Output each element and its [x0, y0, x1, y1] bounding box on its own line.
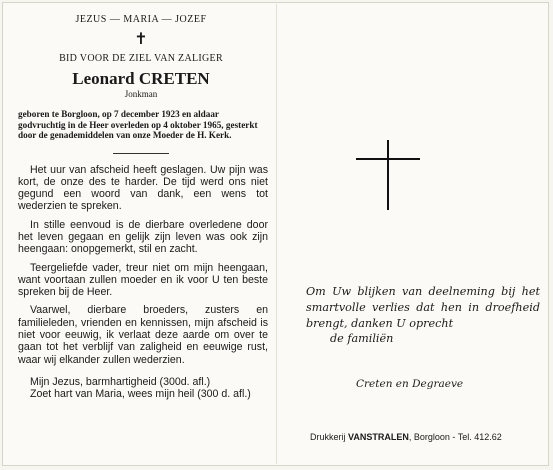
condolence-text: Om Uw blijken van deelneming bij het smartvolle verlies dat hen in droefheid brengt, danken U oprecht	[306, 285, 540, 330]
last-name: CRETEN	[138, 69, 210, 88]
large-cross-icon	[356, 140, 420, 210]
prayer-2: Zoet hart van Maria, wees mijn heil (300 d. afl.)	[30, 388, 251, 401]
familien-label: de familiën	[330, 332, 394, 345]
paragraph-2: In stille eenvoud is de dierbare overledene door het leven gegaan en gelijk zijn leven was ook zijn heengaan: onopgemerkt, stil en zacht.	[18, 218, 268, 256]
saints-header: JEZUS — MARIA — JOZEF	[75, 14, 207, 25]
paragraph-3: Teergeliefde vader, treur niet om mijn heengaan, want voortaan zullen moeder en ik voor U ten beste spreken bij de Heer.	[18, 261, 268, 299]
birth-death-text: geboren te Borgloon, op 7 december 1923 en aldaar godvruchtig in de Heer overleden op 4 oktober 1965, gesterkt door de genademiddelen van onze Moeder de H. Kerk.	[18, 109, 258, 140]
family-names: Creten en Degraeve	[356, 378, 464, 390]
printer-name: VANSTRALEN	[348, 432, 409, 442]
prayers	[18, 376, 268, 401]
printer-prefix: Drukkerij	[310, 432, 346, 442]
card-fold	[276, 4, 277, 464]
prayer-1: Mijn Jezus, barmhartigheid (300d. afl.)	[30, 375, 211, 388]
paragraph-4: Vaarwel, dierbare broeders, zusters en familieleden, vrienden en kennissen, mijn afscheid is niet voor eeuwig, ik verlaat deze aarde om over te gaan tot het verblijf van zaligheid en eeuwige rust, waar wij elkander zullen wederzien.	[18, 304, 268, 366]
deceased-name	[10, 70, 272, 88]
left-panel	[10, 8, 272, 401]
printer-line	[310, 432, 502, 442]
cross-icon: ✝	[134, 29, 148, 48]
bid-line: BID VOOR DE ZIEL VAN ZALIGER	[59, 53, 223, 64]
printer-suffix: , Borgloon - Tel. 412.62	[408, 432, 502, 442]
first-name: Leonard	[72, 69, 135, 88]
divider	[113, 153, 169, 154]
deceased-status: Jonkman	[124, 89, 158, 99]
paragraph-1: Het uur van afscheid heeft geslagen. Uw pijn was kort, de onze des te harder. De tijd werd ons niet gegund een woord van dank, een wens tot wederzien te spreken.	[18, 163, 268, 213]
